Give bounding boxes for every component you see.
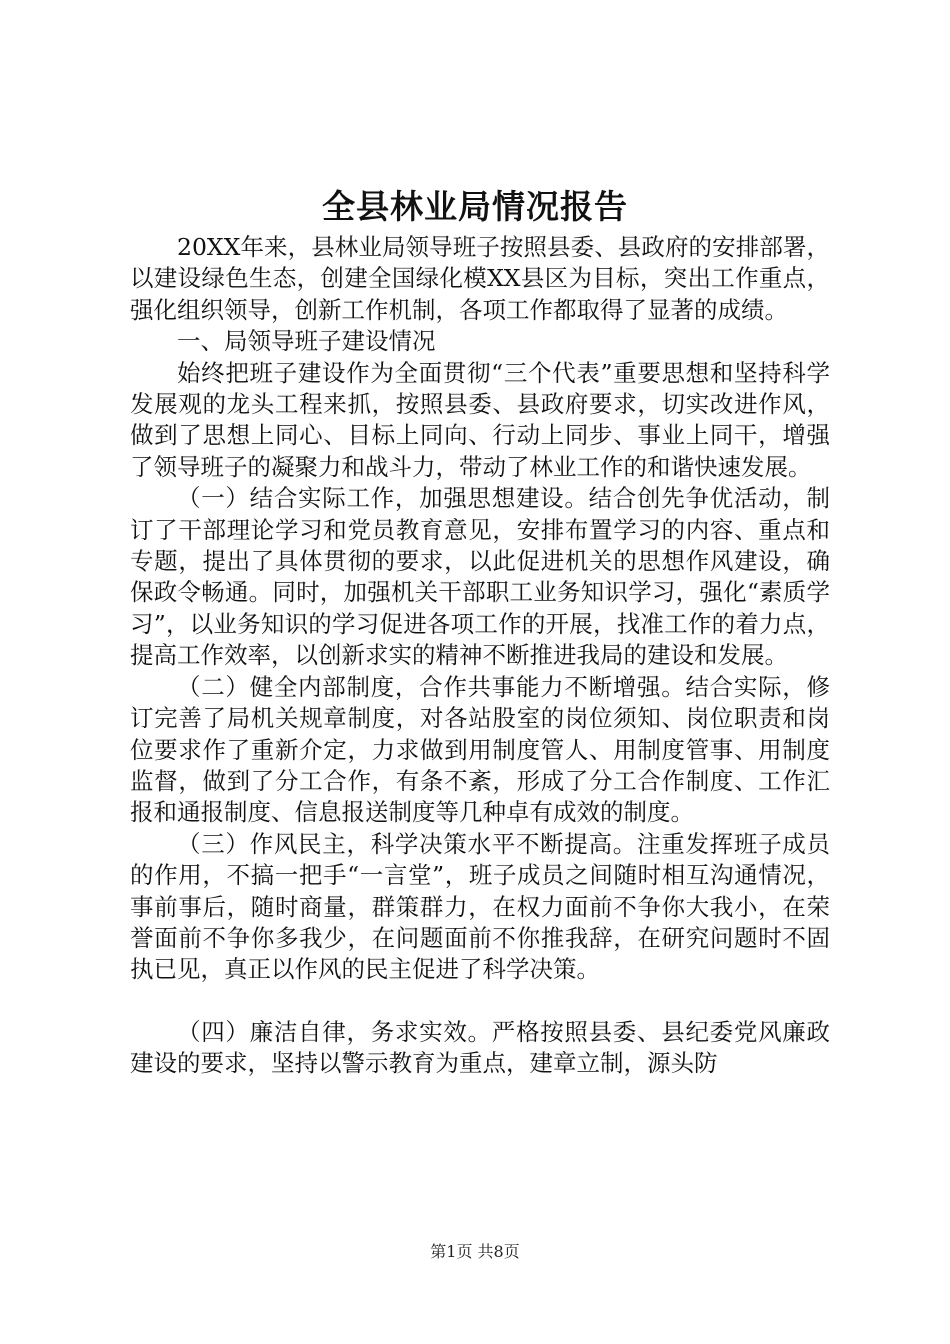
document-title: 全县林业局情况报告: [322, 187, 628, 226]
document-body: [130, 232, 830, 1080]
paragraph-item-4: （四）廉洁自律，务求实效。严格按照县委、县纪委党风廉政建设的要求，坚持以警示教育为重点，建章立制，源头防: [130, 1017, 830, 1078]
page-footer: 第1页 共8页: [430, 1242, 520, 1261]
section-heading-1: 一、局领导班子建设情况: [177, 327, 436, 356]
paragraph-overview: 始终把班子建设作为全面贯彻“三个代表”重要思想和坚持科学发展观的龙头工程来抓，按照县委、县政府要求，切实改进作风，做到了思想上同心、目标上同向、行动上同步、事业上同干，增强了领导班子的凝聚力和战斗力，带动了林业工作的和谐快速发展。: [130, 358, 830, 481]
paragraph-item-3: （三）作风民主，科学决策水平不断提高。注重发挥班子成员的作用，不搞一把手“一言堂”，班子成员之间随时相互沟通情况，事前事后，随时商量，群策群力，在权力面前不争你大我小，在荣誉面前不争你多我少，在问题面前不你推我辞，在研究问题时不固执已见，真正以作风的民主促进了科学决策。: [130, 829, 830, 984]
paragraph-intro: 20XX年来，县林业局领导班子按照县委、县政府的安排部署，以建设绿色生态，创建全国绿化模XX县区为目标，突出工作重点，强化组织领导，创新工作机制，各项工作都取得了显著的成绩。: [130, 233, 830, 324]
paragraph-item-1: （一）结合实际工作，加强思想建设。结合创先争优活动，制订了干部理论学习和党员教育意见，安排布置学习的内容、重点和专题，提出了具体贯彻的要求，以此促进机关的思想作风建设，确保政令畅通。同时，加强机关干部职工业务知识学习，强化“素质学习”，以业务知识的学习促进各项工作的开展，找准工作的着力点，提高工作效率，以创新求实的精神不断推进我局的建设和发展。: [130, 484, 830, 670]
paragraph-item-2: （二）健全内部制度，合作共事能力不断增强。结合实际，修订完善了局机关规章制度，对各站股室的岗位须知、岗位职责和岗位要求作了重新介定，力求做到用制度管人、用制度管事、用制度监督，做到了分工合作，有条不紊，形成了分工合作制度、工作汇报和通报制度、信息报送制度等几种卓有成效的制度。: [130, 672, 830, 827]
